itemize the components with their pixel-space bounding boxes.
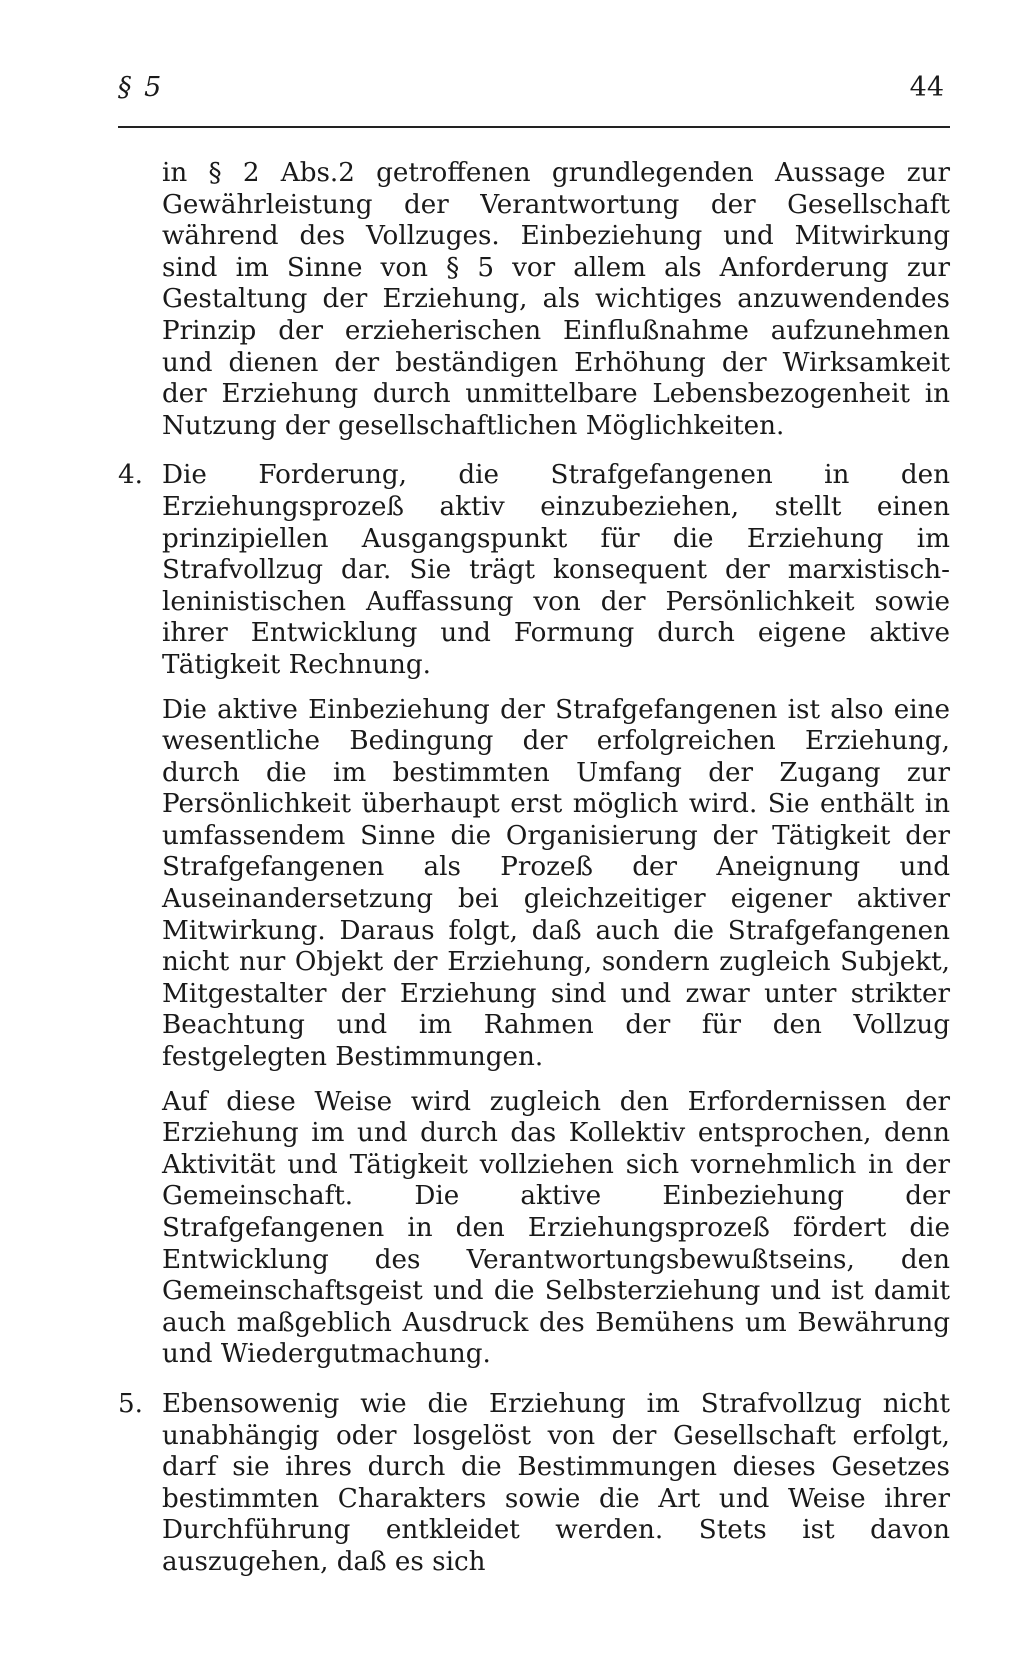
page-header [118,72,950,112]
list-item-4 [118,460,950,1371]
page-number: 44 [909,72,944,103]
item-5-paragraph-1: Ebensowenig wie die Erziehung im Strafvollzug nicht unabhängig oder losgelöst von der Gesellschaft erfolgt, darf sie ihres durch die Bestimmungen dieses Gesetzes bestimmten Charakters sowie die Art und Weise ihrer Durchführung entkleidet werden. Stets ist davon auszugehen, daß es sich [162,1388,950,1577]
item-4-paragraph-2: Die aktive Einbeziehung der Strafgefangenen ist also eine wesentliche Bedingung der erfolgreichen Erziehung, durch die im bestimmten Umfang der Zugang zur Persönlichkeit überhaupt erst möglich wird. Sie enthält in umfassendem Sinne die Organisierung der Tätigkeit der Strafgefangenen als Prozeß der Aneignung und Auseinandersetzung bei gleichzeitiger eigener aktiver Mitwirkung. Daraus folgt, daß auch die Strafgefangenen nicht nur Objekt der Erziehung, sondern zugleich Subjekt, Mitgestalter der Erziehung sind und zwar unter strikter Beachtung und im Rahmen der für den Vollzug festgelegten Bestimmungen. [162,694,950,1073]
item-number: 4. [118,460,143,491]
item-4-paragraph-3: Auf diese Weise wird zugleich den Erfordernissen der Erziehung im und durch das Kollektiv entsprochen, denn Aktivität und Tätigkeit vollziehen sich vornehmlich in der Gemeinschaft. Die aktive Einbeziehung der Strafgefangenen in den Erziehungsprozeß fördert die Entwicklung des Verantwortungsbewußtseins, den Gemeinschaftsgeist und die Selbsterziehung und ist damit auch maßgeblich Ausdruck des Bemühens um Bewährung und Wiedergutmachung. [162,1086,950,1370]
header-divider [118,126,950,128]
intro-paragraph: in § 2 Abs.2 getroffenen grundlegenden Aussage zur Gewährleistung der Verantwortung der Gesellschaft während des Vollzuges. Einbeziehung und Mitwirkung sind im Sinne von § 5 vor allem als Anforderung zur Gestaltung der Erziehung, als wichtiges anzuwendendes Prinzip der erzieherischen Einflußnahme aufzunehmen und dienen der beständigen Erhöhung der Wirksamkeit der Erziehung durch unmittelbare Lebensbezogenheit in Nutzung der gesellschaftlichen Möglichkeiten. [162,158,950,441]
item-number: 5. [118,1388,143,1419]
section-marker: § 5 [118,72,164,103]
list-item-5 [118,1389,950,1579]
body-text [118,158,950,1579]
item-4-paragraph-1: Die Forderung, die Strafgefangenen in den Erziehungsprozeß aktiv einzubeziehen, stellt einen prinzipiellen Ausgangspunkt für die Erziehung im Strafvollzug dar. Sie trägt konsequent der marxistisch-leninistischen Auffassung von der Persönlichkeit sowie ihrer Entwicklung und Formung durch eigene aktive Tätigkeit Rechnung. [162,460,950,680]
